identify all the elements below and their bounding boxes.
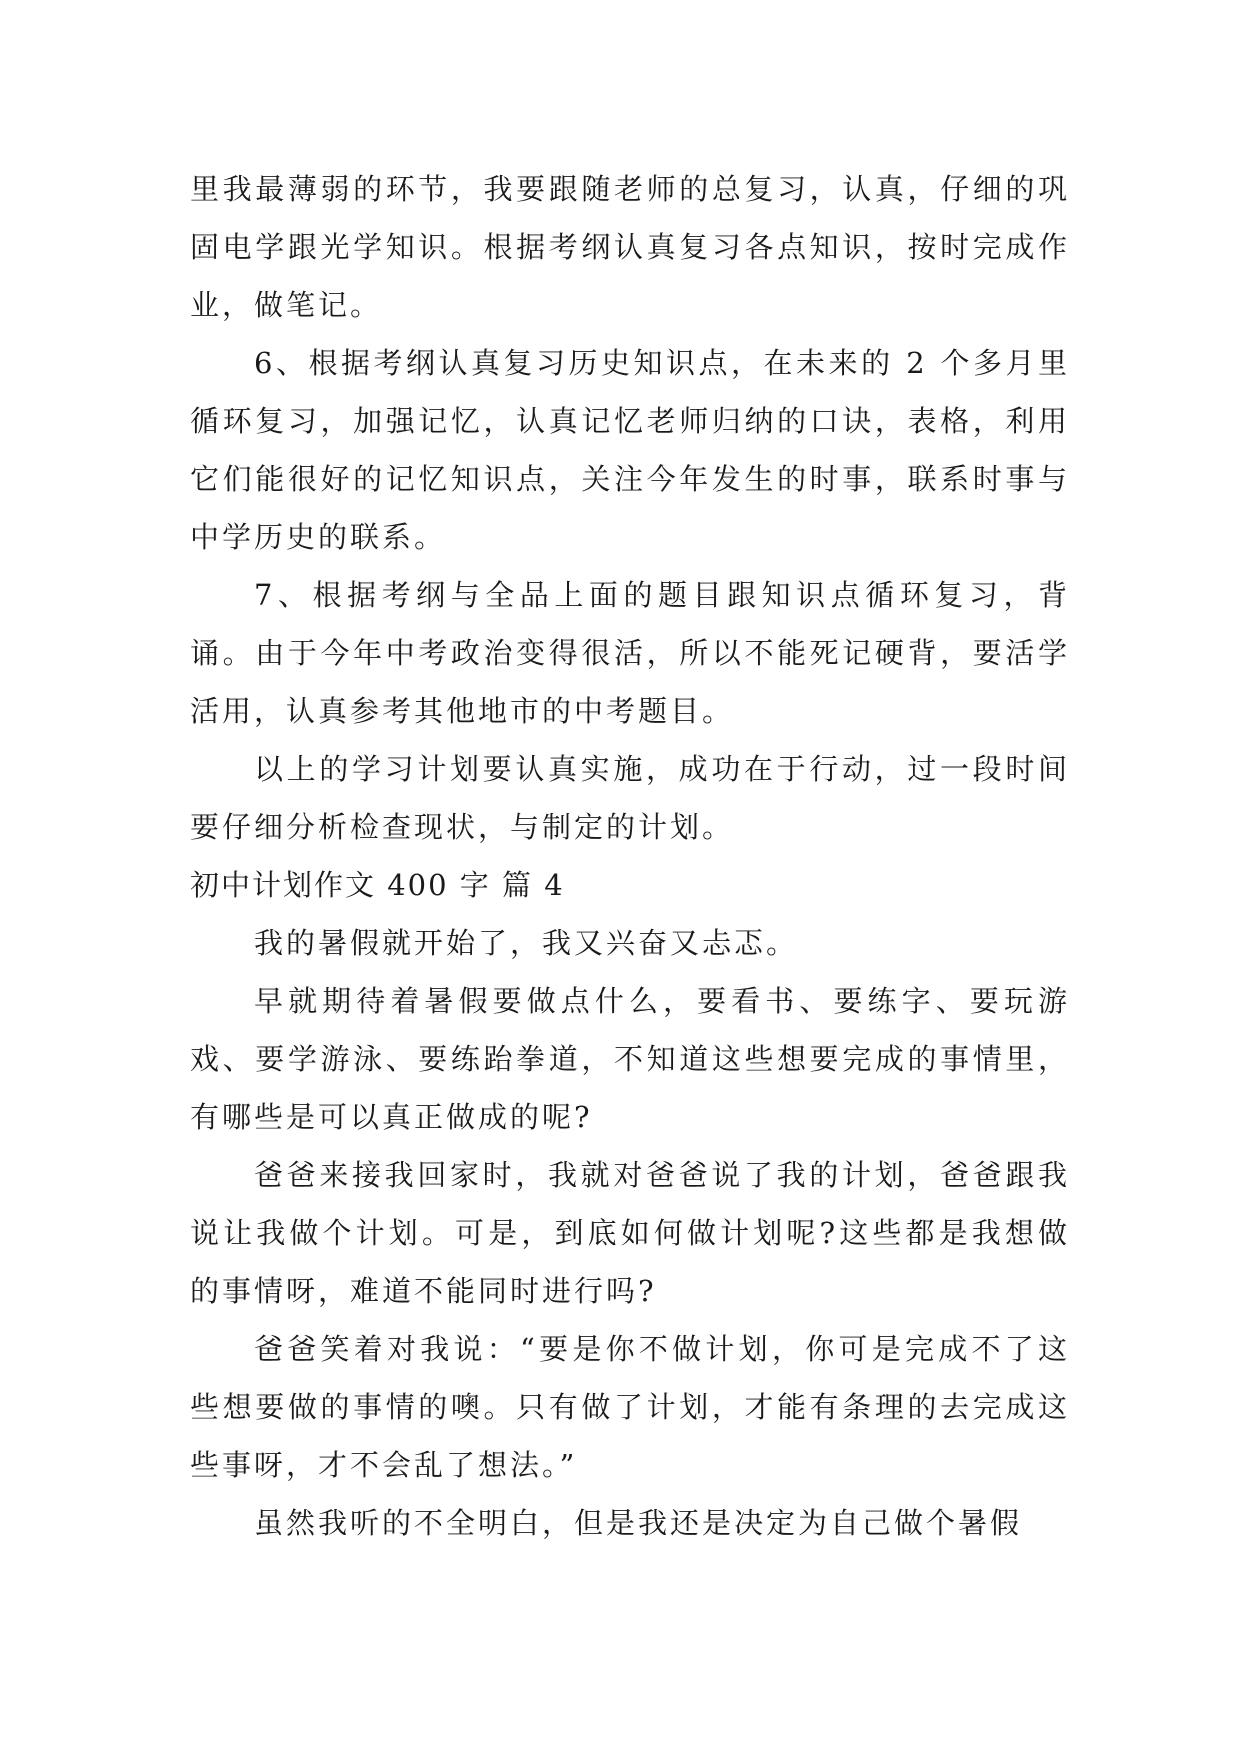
paragraph-summary: 以上的学习计划要认真实施，成功在于行动，过一段时间要仔细分析检查现状，与制定的计划。	[190, 752, 1070, 844]
section-heading: 初中计划作文 400 字 篇 4	[190, 868, 565, 902]
paragraph-item-7: 7、根据考纲与全品上面的题目跟知识点循环复习，背诵。由于今年中考政治变得很活，所以不能死记硬背，要活学活用，认真参考其他地市的中考题目。	[190, 578, 1070, 728]
paragraph-item-6: 6、根据考纲认真复习历史知识点，在未来的 2 个多月里循环复习，加强记忆，认真记忆老师归纳的口诀，表格，利用它们能很好的记忆知识点，关注今年发生的时事，联系时事与中学历史的联系。	[190, 346, 1070, 554]
paragraph-continued: 里我最薄弱的环节，我要跟随老师的总复习，认真，仔细的巩固电学跟光学知识。根据考纲认真复习各点知识，按时完成作业，做笔记。	[190, 172, 1070, 322]
paragraph: 我的暑假就开始了，我又兴奋又忐忑。	[254, 926, 799, 960]
paragraph-truncated: 虽然我听的不全明白，但是我还是决定为自己做个暑假	[254, 1506, 1023, 1540]
paragraph: 爸爸来接我回家时，我就对爸爸说了我的计划，爸爸跟我说让我做个计划。可是，到底如何做计划呢?这些都是我想做的事情呀，难道不能同时进行吗?	[190, 1158, 1070, 1308]
document-body	[190, 160, 1070, 1552]
paragraph: 早就期待着暑假要做点什么，要看书、要练字、要玩游戏、要学游泳、要练跆拳道，不知道这些想要完成的事情里，有哪些是可以真正做成的呢?	[190, 984, 1070, 1134]
paragraph: 爸爸笑着对我说：“要是你不做计划，你可是完成不了这些想要做的事情的噢。只有做了计划，才能有条理的去完成这些事呀，才不会乱了想法。”	[190, 1332, 1070, 1482]
